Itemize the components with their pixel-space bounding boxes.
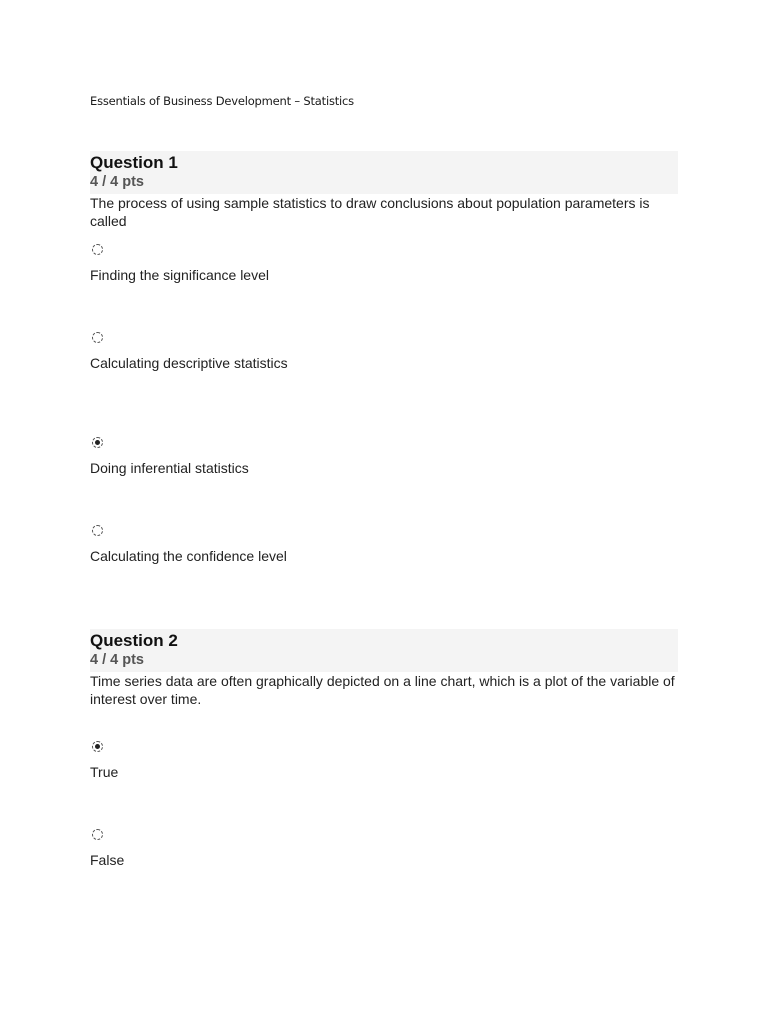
answer-option[interactable] bbox=[90, 332, 678, 372]
answer-label: Calculating descriptive statistics bbox=[90, 355, 288, 371]
answer-label: Finding the significance level bbox=[90, 267, 269, 283]
question-title: Question 1 bbox=[90, 153, 178, 172]
question-1 bbox=[90, 151, 678, 564]
answer-option[interactable] bbox=[90, 525, 678, 565]
answer-label: Calculating the confidence level bbox=[90, 548, 287, 564]
question-2 bbox=[90, 629, 678, 868]
question-text: The process of using sample statistics to draw conclusions about population parameters is called bbox=[90, 195, 650, 229]
answer-option[interactable] bbox=[90, 244, 678, 284]
radio-button-icon[interactable] bbox=[92, 829, 103, 840]
question-points: 4 / 4 pts bbox=[90, 174, 144, 190]
radio-button-selected-icon[interactable] bbox=[92, 437, 103, 448]
radio-button-selected-icon[interactable] bbox=[92, 741, 103, 752]
answer-label: Doing inferential statistics bbox=[90, 460, 249, 476]
question-text: Time series data are often graphically depicted on a line chart, which is a plot of the variable of interest over time. bbox=[90, 673, 675, 707]
question-title: Question 2 bbox=[90, 631, 178, 650]
radio-button-icon[interactable] bbox=[92, 244, 103, 255]
question-header bbox=[90, 151, 678, 194]
question-header bbox=[90, 629, 678, 672]
answer-label: False bbox=[90, 852, 125, 868]
answer-option[interactable] bbox=[90, 437, 678, 477]
radio-button-icon[interactable] bbox=[92, 332, 103, 343]
answer-option[interactable] bbox=[90, 741, 678, 781]
answer-option[interactable] bbox=[90, 829, 678, 869]
radio-button-icon[interactable] bbox=[92, 525, 103, 536]
answer-label: True bbox=[90, 764, 119, 780]
document-title: Essentials of Business Development – Statistics bbox=[90, 94, 354, 108]
question-points: 4 / 4 pts bbox=[90, 652, 144, 668]
